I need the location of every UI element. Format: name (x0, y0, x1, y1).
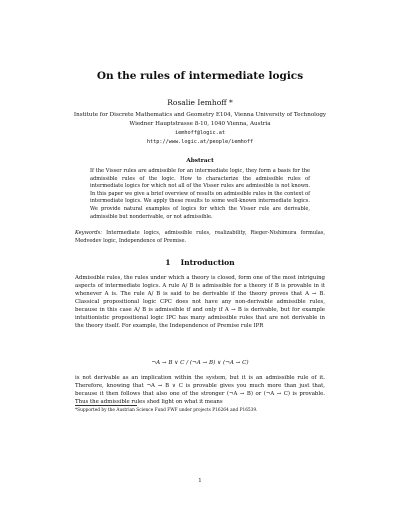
keywords-label: Keywords: (75, 230, 103, 236)
abstract-heading: Abstract (186, 158, 214, 164)
keywords (75, 230, 325, 245)
body-paragraph: is not derivable as an implication within the system, but it is an admissible rule of it. Therefore, knowing that ¬A → B ∨ C is provable gives you much more than just that, because it then follows that also one of the stronger (¬A → B) or (¬A → C) is provable. Thus the admissible rules shed light on what it means (75, 375, 325, 406)
author-affiliation (0, 111, 400, 147)
author-name: Rosalie Iemhoff * (167, 98, 233, 107)
footnote-rule (75, 405, 137, 406)
affiliation-institute: Institute for Discrete Mathematics and Geometry E104, Vienna University of Technology (73, 112, 327, 118)
section-title: Introduction (180, 258, 235, 267)
section-heading (0, 258, 400, 267)
affiliation-address: Wiedner Hauptstrasse 8-10, 1040 Vienna, Austria (129, 121, 271, 127)
body-paragraph: Admissible rules, the rules under which a theory is closed, form one of the most intriguing aspects of intermediate logics. A rule A/ B is admissible for a theory if B is provable in it whenever A is. The rule A/ B is said to be derivable if the theory proves that A → B. Classical propositional logic CPC does not have any non-derivable admissible rules, because in this case A/ B is admissible if and only if A → B is derivable, but for example intuitionistic propositional logic IPC has many admissible rules that are not derivable in the theory itself. For example, the Independence of Premise rule IPR (75, 275, 325, 330)
section-number: 1 (165, 258, 171, 267)
display-formula: ¬A → B ∨ C / (¬A → B) ∨ (¬A → C) (151, 360, 249, 366)
footnote: *Supported by the Austrian Science Fund FWF under projects P16264 and P16539. (75, 408, 258, 413)
author-url[interactable]: http://www.logic.at/people/iemhoff (146, 139, 254, 145)
keywords-text: Intermediate logics, admissible rules, realizability, Rieger-Nishimura formulas, Medvedev logic, Independence of Premise. (75, 230, 325, 244)
abstract-text: If the Visser rules are admissible for an intermediate logic, they form a basis for the admissible rules of the logic. How to characterize the admissible rules of intermediate logics for which not all of the Visser rules are admissible is not known. In this paper we give a brief overview of results on admissible rules in the context of intermediate logics. We apply these results to some well-known intermediate logics. We provide natural examples of logics for which the Visser rule are derivable, admissible but nonderivable, or not admissible. (90, 168, 310, 220)
page-number: 1 (198, 478, 202, 484)
author-email[interactable]: iemhoff@logic.at (175, 130, 225, 136)
paper-title: On the rules of intermediate logics (96, 70, 304, 82)
